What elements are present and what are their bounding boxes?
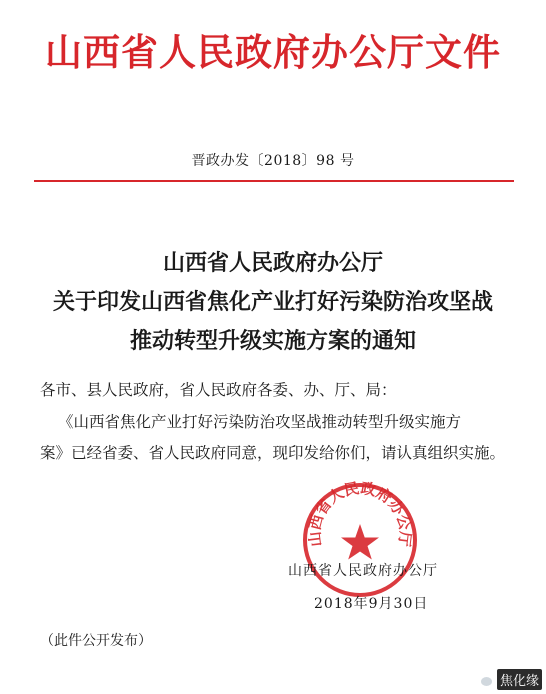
official-seal	[300, 480, 420, 600]
body-paragraph-line-2: 案》已经省委、省人民政府同意，现印发给你们，请认真组织实施。	[40, 444, 506, 462]
title-line-1: 山西省人民政府办公厅	[162, 250, 383, 276]
title-line-3: 推动转型升级实施方案的通知	[129, 328, 416, 354]
document-number: 晋政办发〔2018〕98 号	[191, 153, 355, 169]
addressee-line: 各市、县人民政府，省人民政府各委、办、厅、局：	[40, 381, 397, 399]
masthead-title: 山西省人民政府办公厅文件	[45, 30, 501, 74]
signing-organization: 山西省人民政府办公厅	[288, 563, 438, 579]
body-paragraph-line-1: 《山西省焦化产业打好污染防治攻坚战推动转型升级实施方	[58, 413, 462, 431]
signing-date: 2018年9月30日	[314, 596, 429, 612]
chat-bubbles-icon	[475, 672, 493, 688]
publication-note: （此件公开发布）	[40, 633, 152, 649]
title-line-2: 关于印发山西省焦化产业打好污染防治攻坚战	[52, 289, 493, 315]
red-divider-line	[34, 180, 514, 182]
watermark	[475, 669, 542, 690]
seal-text: 山西省人民政府办公厅	[305, 480, 415, 548]
watermark-text: 焦化缘	[497, 669, 542, 690]
seal-star-icon	[341, 524, 379, 560]
